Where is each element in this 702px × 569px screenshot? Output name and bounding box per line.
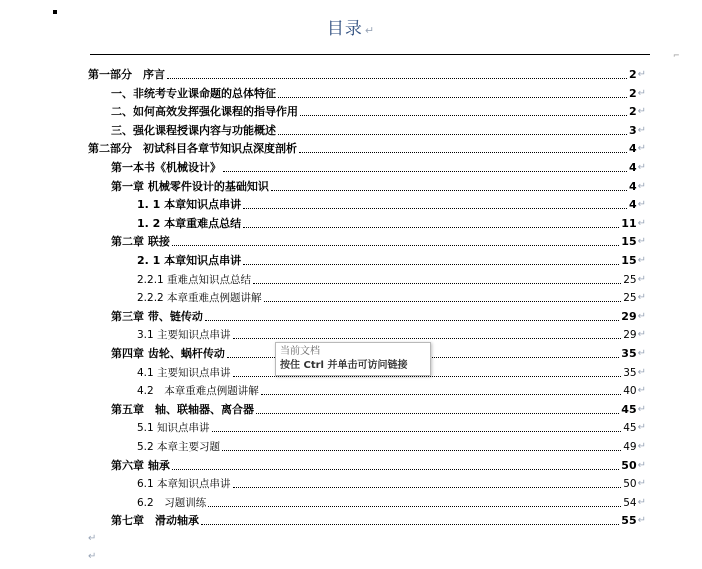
toc-entry-label: 第二部分 初试科目各章节知识点深度剖析 bbox=[88, 142, 297, 156]
toc-entry[interactable] bbox=[111, 83, 646, 101]
toc-leader-dots bbox=[278, 96, 627, 98]
toc-entry[interactable] bbox=[111, 120, 646, 138]
toc-entry[interactable] bbox=[111, 306, 646, 324]
toc-entry-page: 25 bbox=[623, 292, 637, 305]
toc-entry-label: 第三章 带、链传动 bbox=[111, 309, 203, 323]
toc-leader-dots bbox=[222, 449, 621, 451]
toc-leader-dots bbox=[212, 430, 622, 432]
toc-entry-page: 35 bbox=[623, 366, 637, 379]
toc-entry[interactable] bbox=[137, 324, 646, 342]
margin-mark: ⌐ bbox=[673, 51, 680, 60]
tooltip-line-2: 按住 Ctrl 并单击可访问链接 bbox=[280, 360, 408, 371]
toc-entry[interactable] bbox=[137, 194, 646, 212]
toc-entry-page: 54 bbox=[623, 496, 637, 509]
toc-entry[interactable] bbox=[111, 101, 646, 119]
toc-entry-page: 11 bbox=[621, 216, 637, 230]
toc-entry-label: 第一本书《机械设计》 bbox=[111, 161, 221, 174]
toc-entry-page: 2 bbox=[628, 86, 637, 100]
tooltip-line-1: 当前文档 bbox=[280, 346, 320, 357]
paragraph-mark-icon: ↵ bbox=[637, 106, 646, 118]
toc-entry[interactable] bbox=[111, 231, 646, 249]
toc-entry-page: 35 bbox=[621, 347, 637, 360]
paragraph-mark-icon: ↵ bbox=[637, 348, 646, 359]
toc-entry-page: 49 bbox=[623, 441, 637, 453]
toc-entry-label: 第四章 齿轮、蜗杆传动 bbox=[111, 347, 225, 360]
toc-entry-page: 50 bbox=[621, 458, 637, 472]
toc-leader-dots bbox=[271, 189, 627, 191]
toc-entry-label: 三、强化课程授课内容与功能概述 bbox=[111, 123, 276, 137]
toc-entry-page: 15 bbox=[621, 254, 637, 267]
toc-entry-label: 2.2.2 本章重难点例题讲解 bbox=[137, 292, 262, 305]
toc-leader-dots bbox=[233, 486, 622, 488]
toc-entry[interactable] bbox=[137, 250, 646, 268]
title-rule bbox=[90, 54, 650, 55]
toc-entry-label: 4.1 主要知识点串讲 bbox=[137, 366, 231, 379]
toc-entry-label: 二、如何高效发挥强化课程的指导作用 bbox=[111, 105, 298, 119]
toc-leader-dots bbox=[201, 523, 619, 525]
toc-entry-page: 4 bbox=[628, 179, 637, 193]
empty-paragraph-mark-2: ↵ bbox=[88, 551, 97, 562]
empty-paragraph-mark-1: ↵ bbox=[88, 533, 97, 544]
toc-entry-label: 第七章 滑动轴承 bbox=[111, 514, 199, 528]
toc-leader-dots bbox=[278, 133, 627, 135]
toc-entry[interactable] bbox=[137, 269, 646, 287]
toc-leader-dots bbox=[208, 505, 621, 507]
toc-entry-label: 2. 1 本章知识点串讲 bbox=[137, 254, 242, 267]
toc-leader-dots bbox=[300, 114, 627, 116]
toc-entry-label: 5.2 本章主要习题 bbox=[137, 441, 221, 453]
toc-entry-page: 4 bbox=[628, 161, 637, 174]
paragraph-mark-icon: ↵ bbox=[637, 162, 646, 173]
toc-leader-dots bbox=[264, 300, 622, 302]
paragraph-mark-icon: ↵ bbox=[637, 310, 646, 322]
toc-entry-label: 一、非统考专业课命题的总体特征 bbox=[111, 86, 276, 100]
toc-title-text: 目录 bbox=[326, 19, 363, 39]
toc-entry-label: 第六章 轴承 bbox=[111, 458, 170, 472]
paragraph-mark-icon: ↵ bbox=[637, 459, 646, 471]
toc-entry[interactable] bbox=[88, 64, 646, 82]
paragraph-mark-icon: ↵ bbox=[637, 69, 646, 80]
toc-title bbox=[0, 14, 702, 39]
toc-leader-dots bbox=[243, 207, 627, 209]
paragraph-mark-icon: ↵ bbox=[637, 143, 646, 155]
toc-leader-dots bbox=[261, 393, 622, 395]
toc-entry-page: 45 bbox=[621, 402, 637, 416]
toc-entry-label: 5.1 知识点串讲 bbox=[137, 422, 210, 435]
paragraph-mark-icon: ↵ bbox=[637, 292, 646, 304]
toc-entry-page: 29 bbox=[623, 329, 637, 342]
toc-entry-page: 2 bbox=[628, 105, 637, 119]
toc-entry-page: 45 bbox=[623, 422, 637, 435]
paragraph-mark-icon: ↵ bbox=[637, 422, 646, 434]
toc-entry[interactable] bbox=[137, 213, 646, 231]
toc-entry[interactable] bbox=[137, 473, 646, 491]
toc-entry[interactable] bbox=[111, 399, 646, 417]
toc-entry[interactable] bbox=[137, 417, 646, 435]
toc-leader-dots bbox=[223, 170, 627, 172]
toc-entry-page: 2 bbox=[628, 68, 637, 81]
toc-entry-label: 6.1 本章知识点串讲 bbox=[137, 478, 231, 491]
toc-entry[interactable] bbox=[111, 157, 646, 175]
toc-entry[interactable] bbox=[111, 455, 646, 473]
toc-entry-page: 15 bbox=[621, 235, 637, 249]
toc-leader-dots bbox=[172, 244, 619, 246]
toc-entry-label: 1. 2 本章重难点总结 bbox=[137, 216, 242, 230]
toc-entry-page: 4 bbox=[628, 198, 637, 212]
paragraph-mark-icon: ↵ bbox=[637, 236, 646, 248]
toc-entry-page: 40 bbox=[623, 385, 637, 398]
paragraph-mark-icon: ↵ bbox=[637, 496, 646, 508]
toc-entry-label: 第一部分 序言 bbox=[88, 68, 165, 81]
paragraph-mark-icon: ↵ bbox=[637, 199, 646, 211]
toc-entry-page: 4 bbox=[628, 142, 637, 156]
toc-entry-page: 29 bbox=[621, 309, 637, 323]
paragraph-mark-icon: ↵ bbox=[637, 329, 646, 341]
paragraph-mark-icon: ↵ bbox=[637, 385, 646, 397]
toc-entry-label: 3.1 主要知识点串讲 bbox=[137, 329, 231, 342]
toc-entry-label: 1. 1 本章知识点串讲 bbox=[137, 198, 242, 212]
toc-entry[interactable] bbox=[137, 287, 646, 305]
toc-leader-dots bbox=[243, 263, 619, 265]
toc-entry-label: 2.2.1 重难点知识点总结 bbox=[137, 273, 252, 286]
toc-entry-label: 第五章 轴、联轴器、离合器 bbox=[111, 402, 254, 416]
paragraph-mark-icon: ↵ bbox=[637, 403, 646, 415]
toc-leader-dots bbox=[253, 282, 621, 284]
toc-leader-dots bbox=[299, 151, 627, 153]
toc-entry[interactable] bbox=[137, 380, 646, 398]
toc-entry-label: 4.2 本章重难点例题讲解 bbox=[137, 385, 259, 398]
toc-leader-dots bbox=[172, 468, 619, 470]
toc-leader-dots bbox=[256, 412, 619, 414]
toc-entry-page: 50 bbox=[623, 478, 637, 491]
paragraph-mark-icon: ↵ bbox=[637, 478, 646, 490]
paragraph-mark-icon: ↵ bbox=[637, 366, 646, 378]
paragraph-mark-icon: ↵ bbox=[637, 124, 646, 136]
link-tooltip bbox=[275, 342, 431, 376]
toc-leader-dots bbox=[167, 77, 627, 79]
paragraph-mark-icon: ↵ bbox=[637, 180, 646, 192]
paragraph-mark-icon: ↵ bbox=[637, 255, 646, 266]
toc-leader-dots bbox=[205, 319, 619, 321]
paragraph-mark-icon: ↵ bbox=[637, 441, 646, 452]
toc-leader-dots bbox=[233, 337, 622, 339]
toc-entry-page: 25 bbox=[623, 273, 637, 286]
paragraph-mark-icon: ↵ bbox=[637, 273, 646, 285]
toc-entry-label: 第一章 机械零件设计的基础知识 bbox=[111, 179, 269, 193]
toc-entry[interactable] bbox=[137, 492, 646, 510]
toc-leader-dots bbox=[243, 226, 619, 228]
paragraph-mark-icon: ↵ bbox=[364, 24, 376, 37]
paragraph-mark-icon: ↵ bbox=[637, 515, 646, 527]
toc-entry-page: 55 bbox=[621, 514, 637, 528]
paragraph-mark-icon: ↵ bbox=[637, 217, 646, 229]
paragraph-mark-icon: ↵ bbox=[637, 87, 646, 99]
toc-entry[interactable] bbox=[111, 510, 646, 528]
toc-entry[interactable] bbox=[88, 138, 646, 156]
toc-entry[interactable] bbox=[137, 436, 646, 454]
toc-entry-label: 第二章 联接 bbox=[111, 235, 170, 249]
toc-entry-label: 6.2 习题训练 bbox=[137, 496, 207, 509]
toc-entry-page: 3 bbox=[628, 123, 637, 137]
toc-entry[interactable] bbox=[111, 176, 646, 194]
